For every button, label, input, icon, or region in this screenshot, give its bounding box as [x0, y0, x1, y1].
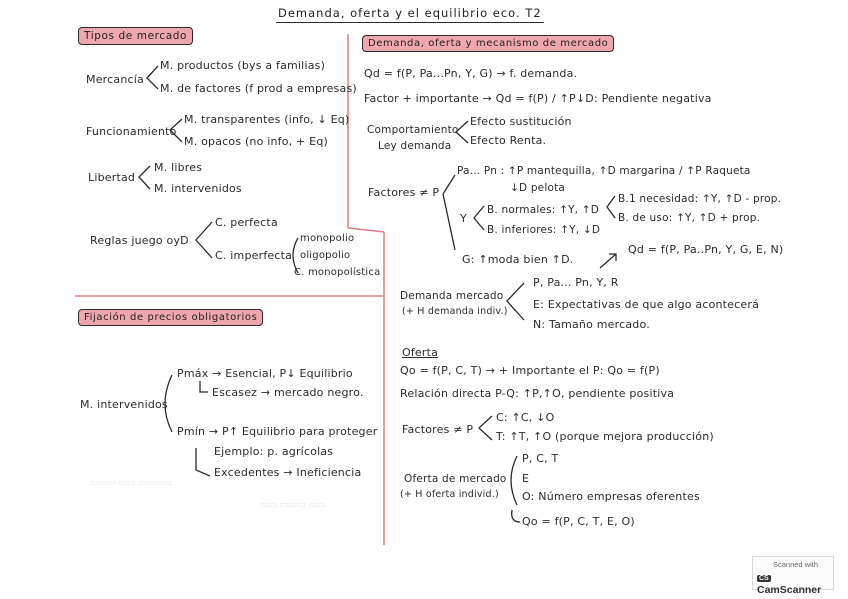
- bienes-necesidad: B.1 necesidad: ↑Y, ↑D - prop.: [618, 193, 782, 205]
- fijacion-ejemplo: Ejemplo: p. agrícolas: [214, 445, 334, 458]
- fijacion-header: Fijación de precios obligatorios: [78, 309, 263, 326]
- demanda-mercado-sub: (+ H demanda indiv.): [402, 306, 508, 317]
- oferta-qo-completa: Qo = f(P, C, T, E, O): [522, 515, 635, 528]
- reglas-monopolistica: C. monopolística: [294, 267, 381, 278]
- oferta-header: Oferta: [402, 346, 439, 359]
- camscanner-logo: [752, 556, 834, 596]
- comportamiento-label: Comportamiento: [367, 124, 459, 136]
- libertad-label: Libertad: [88, 171, 136, 184]
- fijacion-escasez: Escasez → mercado negro.: [212, 386, 364, 399]
- oferta-mercado-e: E: [522, 472, 530, 485]
- reglas-oligopolio: oligopolio: [300, 250, 351, 261]
- demanda-header: Demanda, oferta y mecanismo de mercado: [362, 35, 614, 52]
- scanned-with-text: Scanned with: [773, 560, 819, 569]
- cs-badge-icon: CS: [759, 574, 769, 582]
- mercancia-factores: M. de factores (f prod a empresas): [160, 82, 357, 95]
- oferta-c: C: ↑C, ↓O: [496, 411, 555, 424]
- oferta-mercado-o: O: Número empresas oferentes: [522, 490, 700, 503]
- reglas-c-imperfecta: C. imperfecta: [215, 249, 293, 262]
- factores-y: Y: [460, 212, 467, 225]
- fijacion-pmax: Pmáx → Esencial, P↓ Equilibrio: [177, 367, 353, 380]
- funcionamiento-label: Funcionamiento: [86, 125, 177, 138]
- bienes-normales: B. normales: ↑Y, ↑D: [487, 204, 600, 216]
- demanda-qd: Qd = f(P, Pa...Pn, Y, G) → f. demanda.: [364, 67, 578, 80]
- fijacion-excedentes: Excedentes → Ineficiencia: [214, 466, 362, 479]
- fijacion-pmin: Pmín → P↑ Equilibrio para proteger: [177, 425, 378, 438]
- tipos-header: Tipos de mercado: [78, 27, 193, 45]
- reglas-label: Reglas juego oyD: [90, 234, 189, 247]
- demanda-mercado-tamano: N: Tamaño mercado.: [533, 318, 650, 331]
- title-underline: [276, 22, 544, 23]
- libertad-intervenidos: M. intervenidos: [154, 182, 242, 195]
- camscanner-brand: [757, 572, 833, 596]
- efecto-renta: Efecto Renta.: [470, 134, 547, 147]
- oferta-mercado-pct: P, C, T: [522, 452, 559, 465]
- bienes-de-uso: B. de uso: ↑Y, ↑D + prop.: [618, 212, 761, 224]
- reglas-c-perfecta: C. perfecta: [215, 216, 278, 229]
- oferta-mercado-sub: (+ H oferta individ.): [400, 489, 499, 500]
- factores-g: G: ↑moda bien ↑D.: [462, 253, 574, 266]
- demanda-mercado-expectativas: E: Expectativas de que algo acontecerá: [533, 298, 760, 311]
- factores-pa-pn: Pa... Pn : ↑P mantequilla, ↑D margarina / ↑P Raqueta: [457, 165, 751, 177]
- funcionamiento-opacos: M. opacos (no info, + Eq): [184, 135, 328, 148]
- funcionamiento-transparentes: M. transparentes (info, ↓ Eq): [184, 113, 350, 126]
- bleed-through-text: ▭▭ ▭▭▭ ▭▭: [260, 500, 326, 510]
- factores-oferta-label: Factores ≠ P: [402, 423, 474, 436]
- oferta-qo: Qo = f(P, C, T) → + Importante el P: Qo = f(P): [400, 364, 660, 377]
- oferta-relacion: Relación directa P-Q: ↑P,↑O, pendiente positiva: [400, 387, 675, 400]
- fijacion-intervenidos-label: M. intervenidos: [80, 398, 168, 411]
- demanda-mercado-label: Demanda mercado: [400, 290, 504, 302]
- reglas-monopolio: monopolio: [300, 233, 355, 244]
- bienes-inferiores: B. inferiores: ↑Y, ↓D: [487, 224, 601, 236]
- demanda-factor: Factor + importante → Qd = f(P) / ↑P↓D: Pendiente negativa: [364, 92, 712, 105]
- bleed-through-text: ▭▭▭ ▭▭ ▭▭▭▭: [90, 478, 173, 488]
- libertad-libres: M. libres: [154, 161, 203, 174]
- demanda-mercado-precios: P, Pa... Pn, Y, R: [533, 276, 619, 289]
- mercancia-label: Mercancía: [86, 73, 144, 86]
- camscanner-brand-text: CamScanner: [757, 584, 822, 596]
- oferta-t: T: ↑T, ↑O (porque mejora producción): [496, 430, 714, 443]
- efecto-sustitucion: Efecto sustitución: [470, 115, 572, 128]
- factores-pelota: ↓D pelota: [510, 182, 566, 194]
- demanda-qd-completa: Qd = f(P, Pa..Pn, Y, G, E, N): [628, 243, 784, 256]
- oferta-mercado-label: Oferta de mercado: [404, 473, 507, 485]
- factores-demanda-label: Factores ≠ P: [368, 186, 440, 199]
- ley-demanda-label: Ley demanda: [378, 140, 452, 152]
- page-title: Demanda, oferta y el equilibrio eco. T2: [278, 6, 542, 20]
- mercancia-productos: M. productos (bys a familias): [160, 59, 326, 72]
